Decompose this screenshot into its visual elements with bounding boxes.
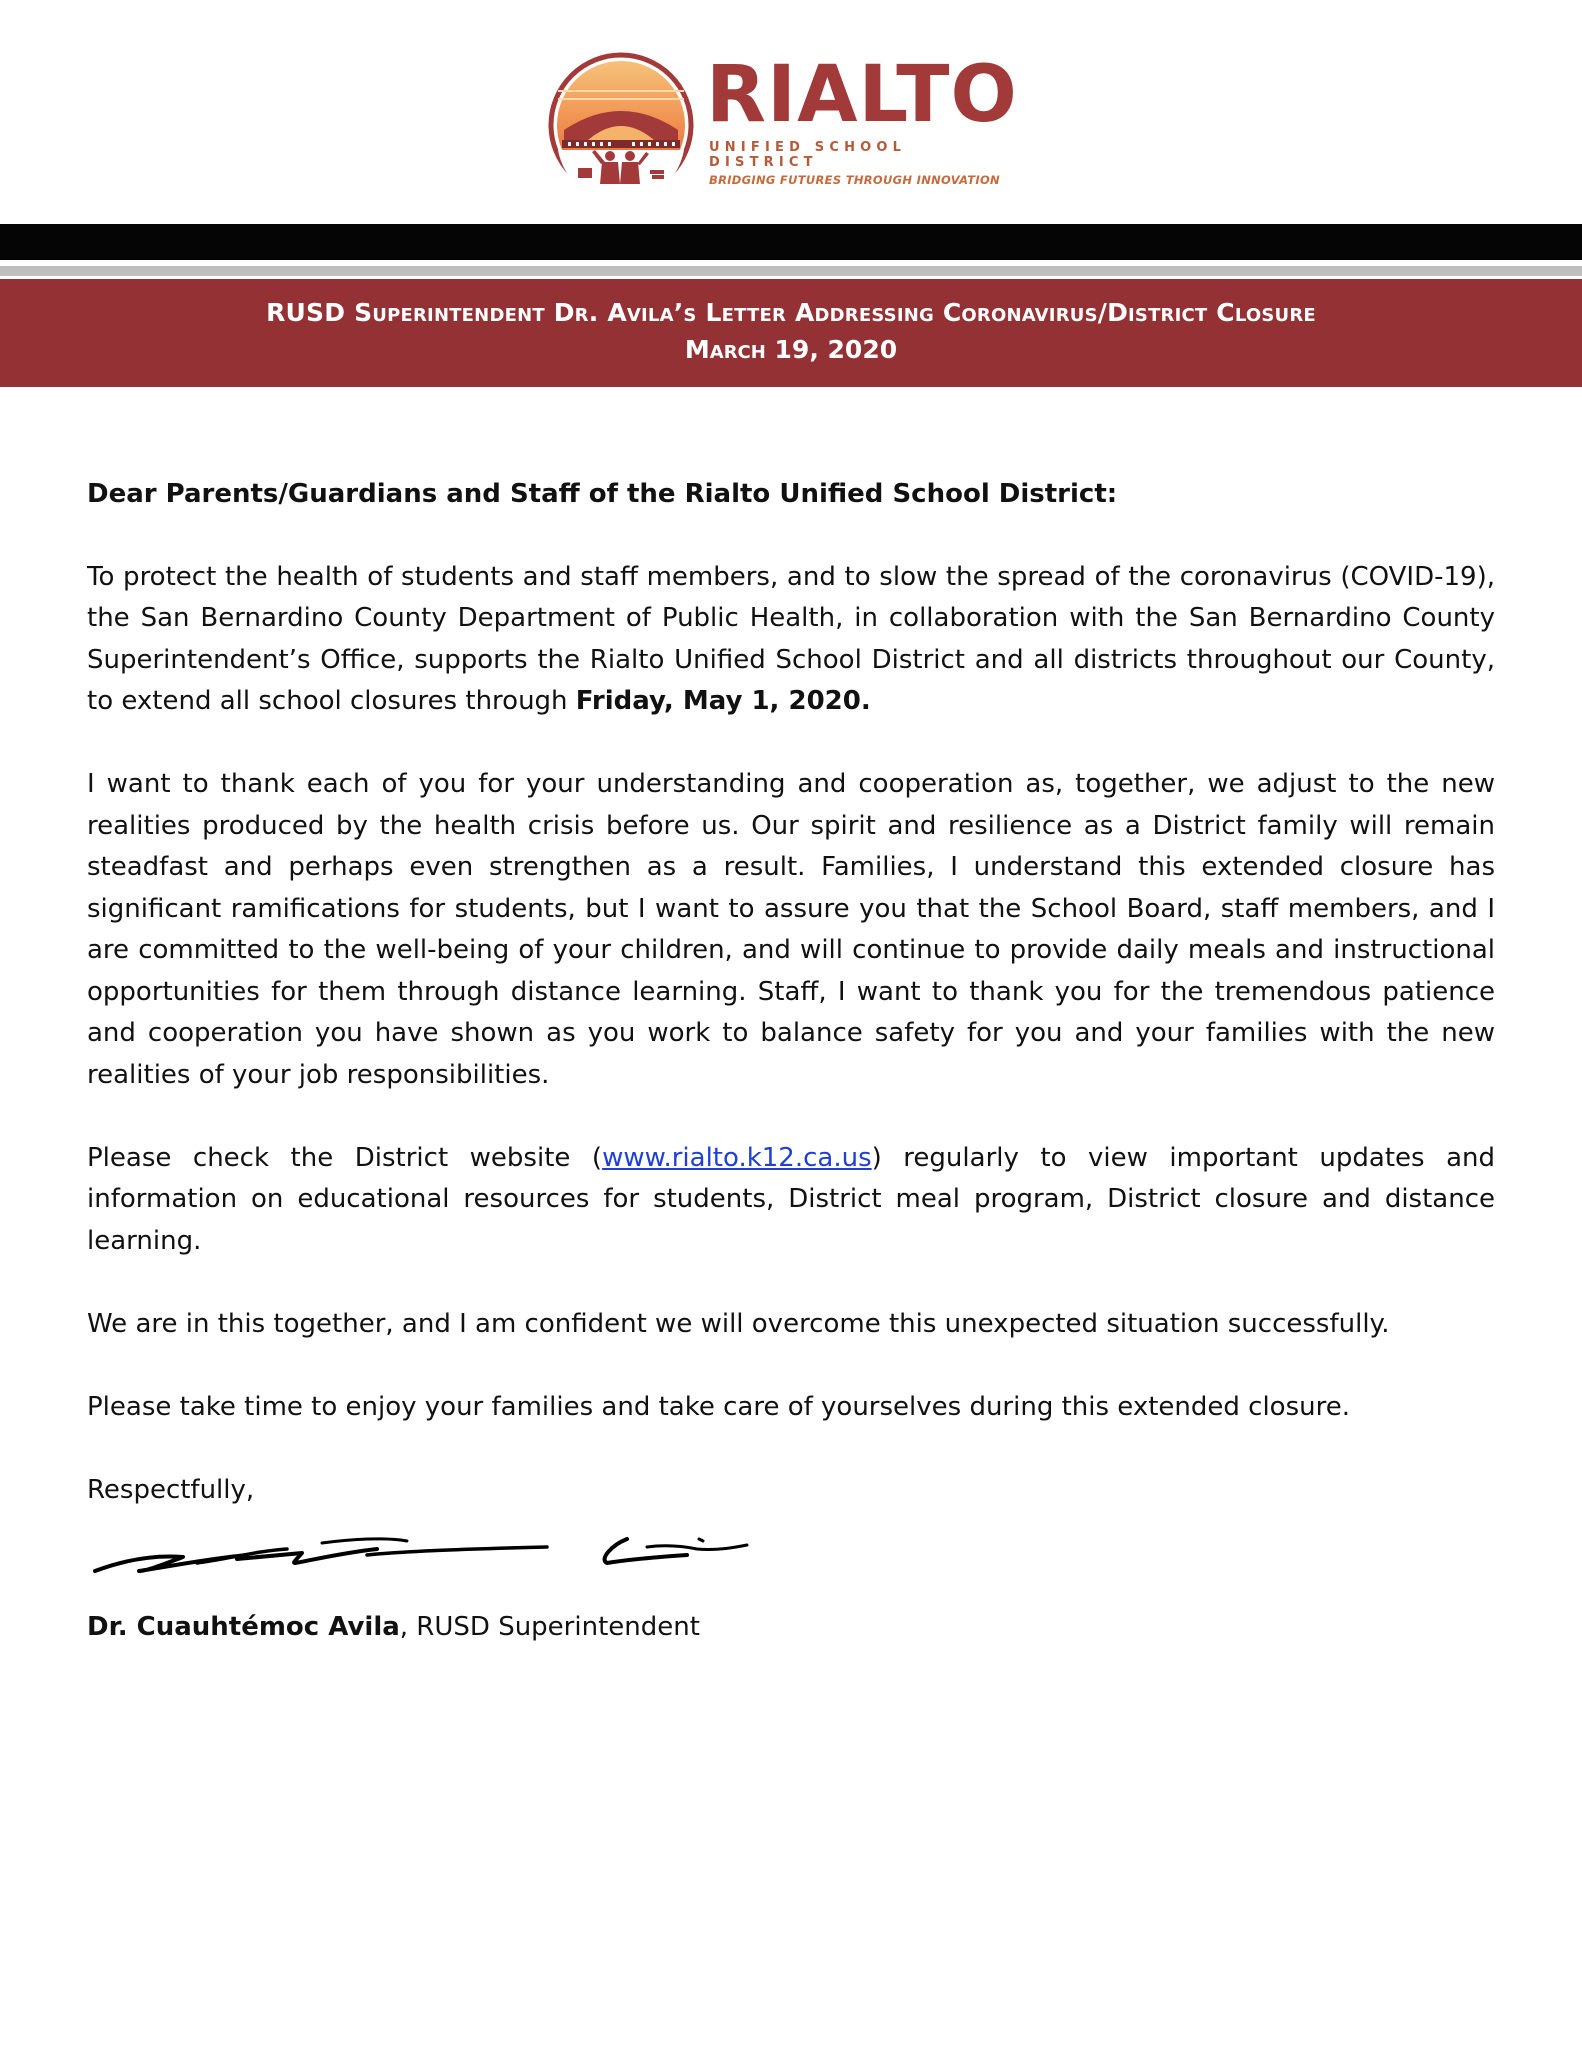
district-website-link[interactable]: www.rialto.k12.ca.us: [602, 1142, 872, 1173]
paragraph-website: [87, 1138, 1495, 1263]
paragraph-1-text: To protect the health of students and staff members, and to slow the spread of the coronavirus (COVID-19), the San Bernardino County Department of Public Health, in collaboration with the San Bernardino County Superintendent’s Office, supports the Rialto Unified School District and all districts throughout our County, to extend all school closures through: [87, 561, 1495, 716]
logo-wordmark: [706, 50, 1018, 187]
salutation: Dear Parents/Guardians and Staff of the Rialto Unified School District:: [87, 479, 1118, 509]
paragraph-closure-extension: [87, 557, 1495, 723]
signer-line: [87, 1607, 1495, 1649]
paragraph-enjoy-families: Please take time to enjoy your families and take care of yourselves during this extended closure.: [87, 1391, 1350, 1422]
handwritten-signature: [87, 1519, 787, 1589]
signer-title: , RUSD Superintendent: [399, 1612, 700, 1642]
district-logo: [548, 50, 1018, 202]
banner-title: RUSD Superintendent Dr. Avila’s Letter Addressing Coronavirus/District Closure: [266, 298, 1316, 327]
signer-name: Dr. Cuauhtémoc Avila: [87, 1612, 400, 1642]
title-banner: [0, 279, 1582, 387]
letter-body: [87, 474, 1495, 1649]
header-gray-bar: [0, 266, 1582, 276]
logo-tagline: BRIDGING FUTURES THROUGH INNOVATION: [709, 173, 1000, 187]
closing: Respectfully,: [87, 1474, 255, 1505]
rialto-bridge-emblem-icon: [548, 52, 694, 198]
logo-name: RIALTO: [706, 50, 1018, 140]
paragraph-3-before: Please check the District website (: [87, 1142, 603, 1173]
header-black-bar: [0, 224, 1582, 260]
logo-subtitle: UNIFIED SCHOOL DISTRICT: [709, 140, 907, 170]
paragraph-together: We are in this together, and I am confident we will overcome this unexpected situation successfully.: [87, 1308, 1390, 1339]
closure-date: Friday, May 1, 2020.: [575, 686, 871, 716]
banner-date: March 19, 2020: [684, 335, 898, 364]
paragraph-thanks: I want to thank each of you for your understanding and cooperation as, together, we adjust to the new realities produced by the health crisis before us. Our spirit and resilience as a District family will remain steadfast and perhaps even strengthen as a result. Families, I understand this extended closure has significant ramifications for students, but I want to assure you that the School Board, staff members, and I are committed to the well-being of your children, and will continue to provide daily meals and instructional opportunities for them through distance learning. Staff, I want to thank you for the tremendous patience and cooperation you have shown as you work to balance safety for you and your families with the new realities of your job responsibilities.: [87, 769, 1495, 1090]
paragraph-3-after: ) regularly to view important updates and information on educational resources for students, District meal program, District closure and distance learning.: [87, 1142, 1495, 1256]
